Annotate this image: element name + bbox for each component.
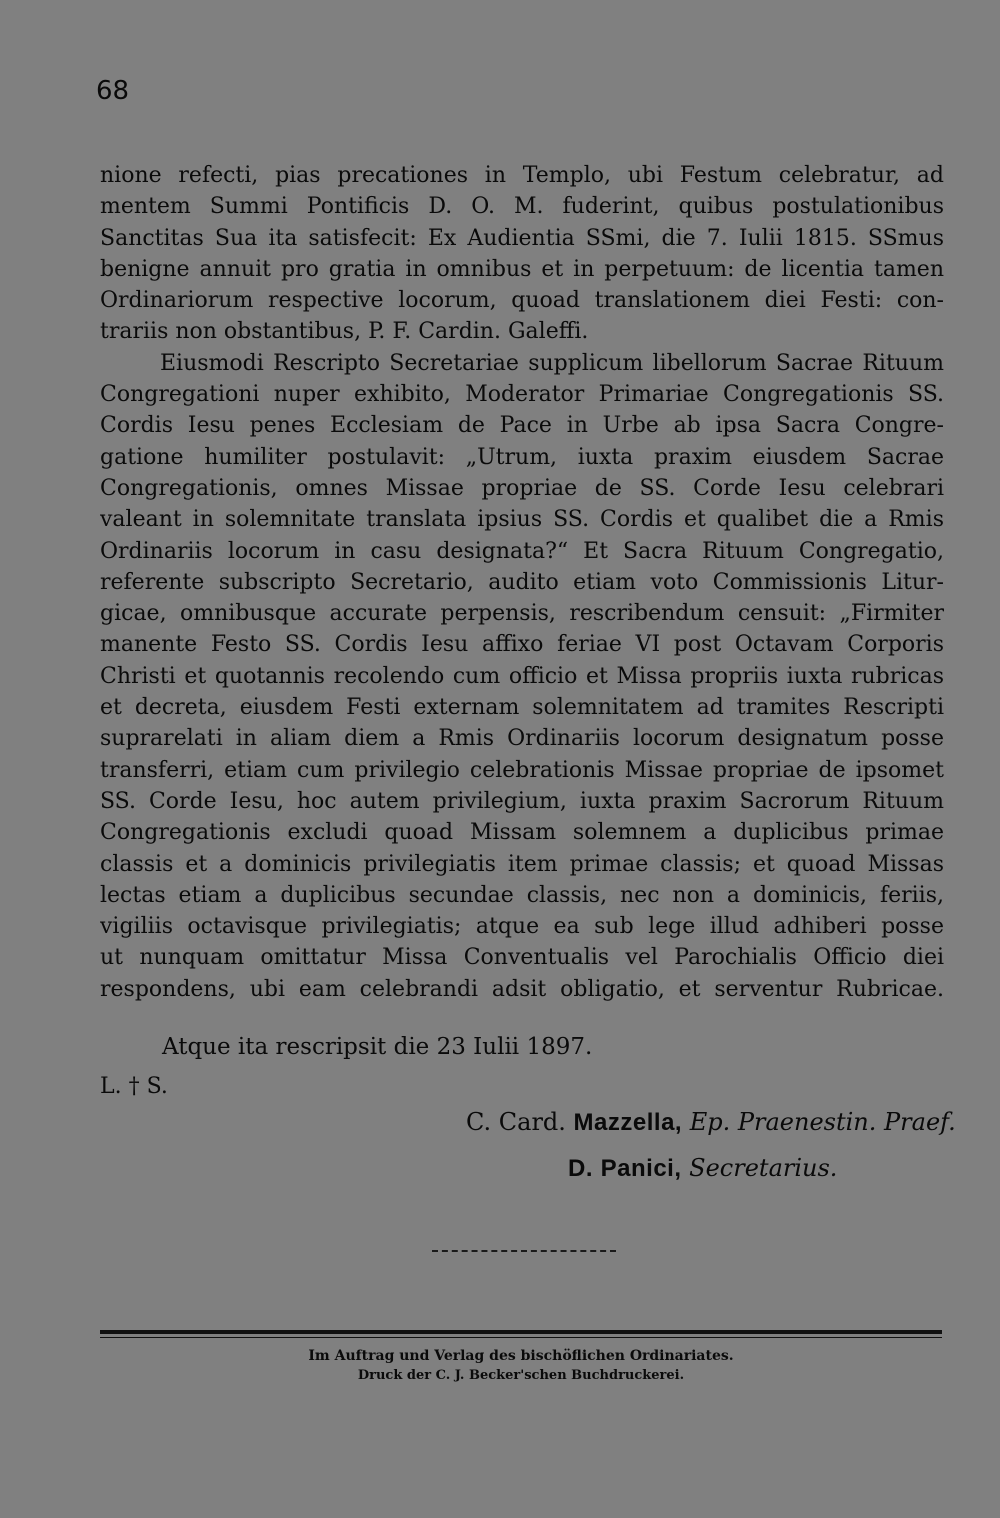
text-line: Congregationis excludi quoad Missam solemnem a duplicibus primae — [100, 820, 944, 846]
signature-name: Mazzella, — [573, 1109, 683, 1136]
text-line: Ordinariorum respective locorum, quoad translationem diei Festi: con- — [100, 288, 944, 314]
text-line: mentem Summi Pontificis D. O. M. fuderint, quibus postulationibus — [100, 194, 944, 220]
imprint-publisher: Im Auftrag und Verlag des bischöflichen Ordinariates. — [308, 1348, 734, 1364]
text-line: Eiusmodi Rescripto Secretariae supplicum libellorum Sacrae Rituum — [160, 350, 944, 376]
text-line: referente subscripto Secretario, audito etiam voto Commissionis Litur- — [100, 569, 944, 595]
text-line: SS. Corde Iesu, hoc autem privilegium, iuxta praxim Sacrorum Rituum — [100, 788, 944, 814]
body-text — [100, 160, 944, 1005]
text-line: vigiliis octavisque privilegiatis; atque ea sub lege illud adhiberi posse — [100, 914, 944, 940]
text-line: Cordis Iesu penes Ecclesiam de Pace in Urbe ab ipsa Sacra Congre- — [100, 413, 944, 439]
text-line: gatione humiliter postulavit: „Utrum, iuxta praxim eiusdem Sacrae — [100, 444, 944, 470]
signature-name: Panici, — [600, 1155, 682, 1182]
text-line: benigne annuit pro gratia in omnibus et in perpetuum: de licentia tamen — [100, 256, 944, 282]
text-line: gicae, omnibusque accurate perpensis, rescribendum censuit: „Firmiter — [100, 601, 944, 627]
signature-title: Secretarius. — [689, 1154, 838, 1182]
seal-mark: L. † S. — [100, 1074, 168, 1099]
imprint-printer: Druck der C. J. Becker'schen Buchdruckerei. — [357, 1368, 685, 1383]
text-line: lectas etiam a duplicibus secundae classis, nec non a dominicis, feriis, — [100, 882, 944, 908]
text-line: nione refecti, pias precationes in Templo, ubi Festum celebratur, ad — [100, 163, 944, 188]
divider-thin — [100, 1337, 942, 1338]
text-line: et decreta, eiusdem Festi externam solemnitatem ad tramites Rescripti — [100, 695, 944, 721]
text-line: transferri, etiam cum privilegio celebrationis Missae propriae de ipsomet — [100, 757, 944, 783]
text-line: classis et a dominicis privilegiatis item primae classis; et quoad Missas — [100, 851, 944, 877]
page-number: 68 — [96, 76, 130, 106]
signature-prefix: C. Card. — [466, 1108, 566, 1136]
text-line: Congregationis, omnes Missae propriae de SS. Corde Iesu celebrari — [100, 475, 944, 501]
text-line: ut nunquam omittatur Missa Conventualis vel Parochialis Officio diei — [100, 945, 944, 971]
text-line: Congregationi nuper exhibito, Moderator Primariae Congregationis SS. — [100, 382, 944, 408]
text-line: suprarelati in aliam diem a Rmis Ordinariis locorum designatum posse — [100, 726, 944, 752]
divider-thick — [100, 1330, 942, 1334]
divider-short — [432, 1250, 616, 1252]
signature-prefix: D. — [568, 1155, 593, 1182]
closing-line: Atque ita rescripsit die 23 Iulii 1897. — [162, 1034, 593, 1060]
signature-title: Ep. Praenestin. Praef. — [689, 1108, 956, 1136]
text-line: respondens, ubi eam celebrandi adsit obligatio, et serventur Rubricae. — [100, 976, 944, 1002]
text-line: Ordinariis locorum in casu designata?“ Et Sacra Rituum Congregatio, — [100, 538, 944, 564]
text-line: valeant in solemnitate translata ipsius SS. Cordis et qualibet die a Rmis — [100, 507, 944, 533]
signature-secretary — [568, 1154, 837, 1183]
text-line: manente Festo SS. Cordis Iesu affixo feriae VI post Octavam Corporis — [100, 632, 944, 658]
signature-cardinal — [466, 1108, 956, 1137]
text-line: Christi et quotannis recolendo cum officio et Missa propriis iuxta rubricas — [100, 663, 944, 689]
text-line: Sanctitas Sua ita satisfecit: Ex Audientia SSmi, die 7. Iulii 1815. SSmus — [100, 225, 944, 251]
text-line: trariis non obstantibus, P. F. Cardin. Galeffi. — [100, 319, 589, 345]
